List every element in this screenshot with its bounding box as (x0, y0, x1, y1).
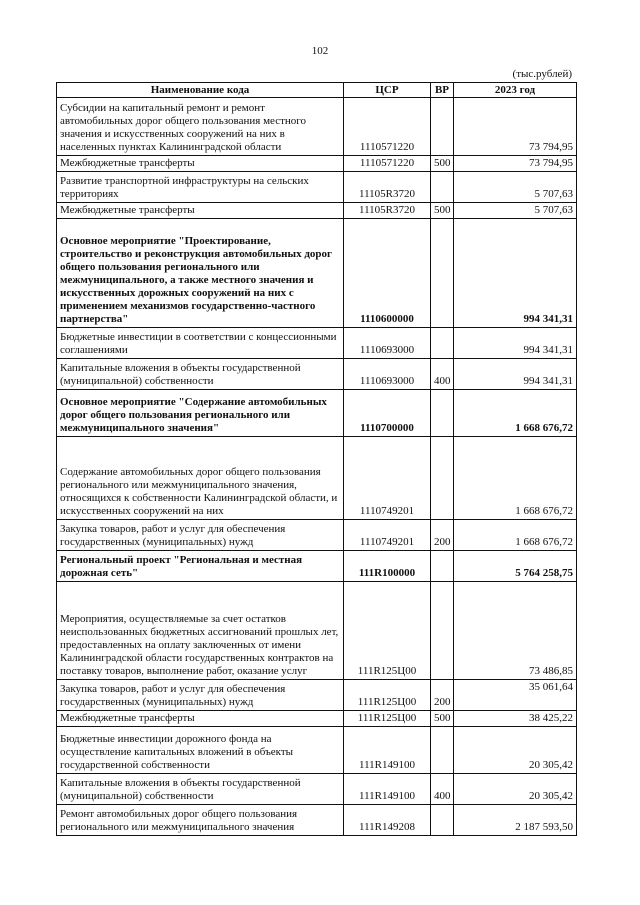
row-csr: 1110749201 (344, 520, 431, 551)
table-row (57, 774, 577, 805)
row-name: Мероприятия, осуществляемые за счет остатков неиспользованных бюджетных ассигнований прошлых лет, предоставленных на оплату заключенных от имени Калининградской области государственных контрактов на поставку товаров, выполнение работ, оказание услуг (57, 582, 344, 680)
row-amount: 73 794,95 (454, 98, 577, 156)
row-name: Основное мероприятие "Содержание автомобильных дорог общего пользования регионального или межмуниципального значения" (57, 390, 344, 437)
header-vr: ВР (431, 83, 454, 98)
row-csr: 1110693000 (344, 328, 431, 359)
header-row (57, 83, 577, 98)
table-row (57, 551, 577, 582)
row-csr: 111R149208 (344, 805, 431, 836)
units-label: (тыс.рублей) (512, 68, 572, 80)
row-name: Закупка товаров, работ и услуг для обеспечения государственных (муниципальных) нужд (57, 520, 344, 551)
row-name: Содержание автомобильных дорог общего пользования регионального или межмуниципального значения, относящихся к собственности Калининградской области, и искусственных сооружений на них (57, 437, 344, 520)
row-csr: 1110571220 (344, 156, 431, 172)
row-amount: 994 341,31 (454, 328, 577, 359)
row-vr (431, 805, 454, 836)
row-csr: 11105R3720 (344, 203, 431, 219)
row-amount: 38 425,22 (454, 711, 577, 727)
row-vr: 400 (431, 359, 454, 390)
row-name: Капитальные вложения в объекты государственной (муниципальной) собственности (57, 359, 344, 390)
header-csr: ЦСР (344, 83, 431, 98)
row-vr (431, 390, 454, 437)
row-vr (431, 727, 454, 774)
row-csr: 1110693000 (344, 359, 431, 390)
row-amount: 73 794,95 (454, 156, 577, 172)
table-row (57, 582, 577, 680)
row-name: Основное мероприятие "Проектирование, строительство и реконструкция автомобильных дорог общего пользования регионального или межмуниципального, а также местного значения и искусственных дорожных сооружений на них с применением механизмов государственно-частного партнерства" (57, 219, 344, 328)
table-row (57, 172, 577, 203)
row-amount: 1 668 676,72 (454, 390, 577, 437)
row-amount: 994 341,31 (454, 219, 577, 328)
table-row (57, 711, 577, 727)
header-year: 2023 год (454, 83, 577, 98)
row-vr: 500 (431, 156, 454, 172)
row-name: Межбюджетные трансферты (57, 711, 344, 727)
row-name: Капитальные вложения в объекты государственной (муниципальной) собственности (57, 774, 344, 805)
row-csr: 111R149100 (344, 727, 431, 774)
row-vr: 200 (431, 520, 454, 551)
table-row (57, 727, 577, 774)
table-row (57, 359, 577, 390)
row-amount: 1 668 676,72 (454, 437, 577, 520)
table-row (57, 219, 577, 328)
row-vr (431, 98, 454, 156)
row-vr (431, 551, 454, 582)
row-amount: 5 707,63 (454, 172, 577, 203)
row-csr: 111R125Ц00 (344, 711, 431, 727)
row-name: Субсидии на капитальный ремонт и ремонт автомобильных дорог общего пользования местного значения и искусственных сооружений на них в населенных пунктах Калининградской области (57, 98, 344, 156)
row-name: Бюджетные инвестиции в соответствии с концессионными соглашениями (57, 328, 344, 359)
row-name: Развитие транспортной инфраструктуры на сельских территориях (57, 172, 344, 203)
table-row (57, 156, 577, 172)
row-csr: 111R149100 (344, 774, 431, 805)
table-row (57, 390, 577, 437)
table-row (57, 328, 577, 359)
row-vr (431, 219, 454, 328)
table-row (57, 437, 577, 520)
row-name: Межбюджетные трансферты (57, 203, 344, 219)
table-row (57, 520, 577, 551)
row-csr: 111R100000 (344, 551, 431, 582)
row-csr: 1110571220 (344, 98, 431, 156)
row-name: Ремонт автомобильных дорог общего пользования регионального или межмуниципального значения (57, 805, 344, 836)
row-csr: 1110749201 (344, 437, 431, 520)
header-name: Наименование кода (57, 83, 344, 98)
table-row (57, 805, 577, 836)
row-amount: 20 305,42 (454, 774, 577, 805)
table-row (57, 203, 577, 219)
row-vr: 500 (431, 711, 454, 727)
row-vr (431, 328, 454, 359)
row-vr (431, 437, 454, 520)
row-name: Закупка товаров, работ и услуг для обеспечения государственных (муниципальных) нужд (57, 680, 344, 711)
row-csr: 111R125Ц00 (344, 582, 431, 680)
page-number: 102 (311, 45, 329, 57)
row-amount: 994 341,31 (454, 359, 577, 390)
row-name: Региональный проект "Региональная и местная дорожная сеть" (57, 551, 344, 582)
row-amount: 2 187 593,50 (454, 805, 577, 836)
row-amount: 73 486,85 (454, 582, 577, 680)
row-vr: 400 (431, 774, 454, 805)
row-csr: 1110600000 (344, 219, 431, 328)
row-csr: 111R125Ц00 (344, 680, 431, 711)
row-amount: 5 707,63 (454, 203, 577, 219)
row-amount: 35 061,64 (454, 680, 577, 711)
row-csr: 11105R3720 (344, 172, 431, 203)
row-vr (431, 582, 454, 680)
row-vr: 500 (431, 203, 454, 219)
table-row (57, 98, 577, 156)
row-amount: 20 305,42 (454, 727, 577, 774)
row-amount: 1 668 676,72 (454, 520, 577, 551)
row-csr: 1110700000 (344, 390, 431, 437)
row-vr (431, 172, 454, 203)
row-name: Межбюджетные трансферты (57, 156, 344, 172)
row-vr: 200 (431, 680, 454, 711)
row-name: Бюджетные инвестиции дорожного фонда на осуществление капитальных вложений в объекты государственной собственности (57, 727, 344, 774)
table-row (57, 680, 577, 711)
budget-table (56, 82, 577, 836)
row-amount: 5 764 258,75 (454, 551, 577, 582)
